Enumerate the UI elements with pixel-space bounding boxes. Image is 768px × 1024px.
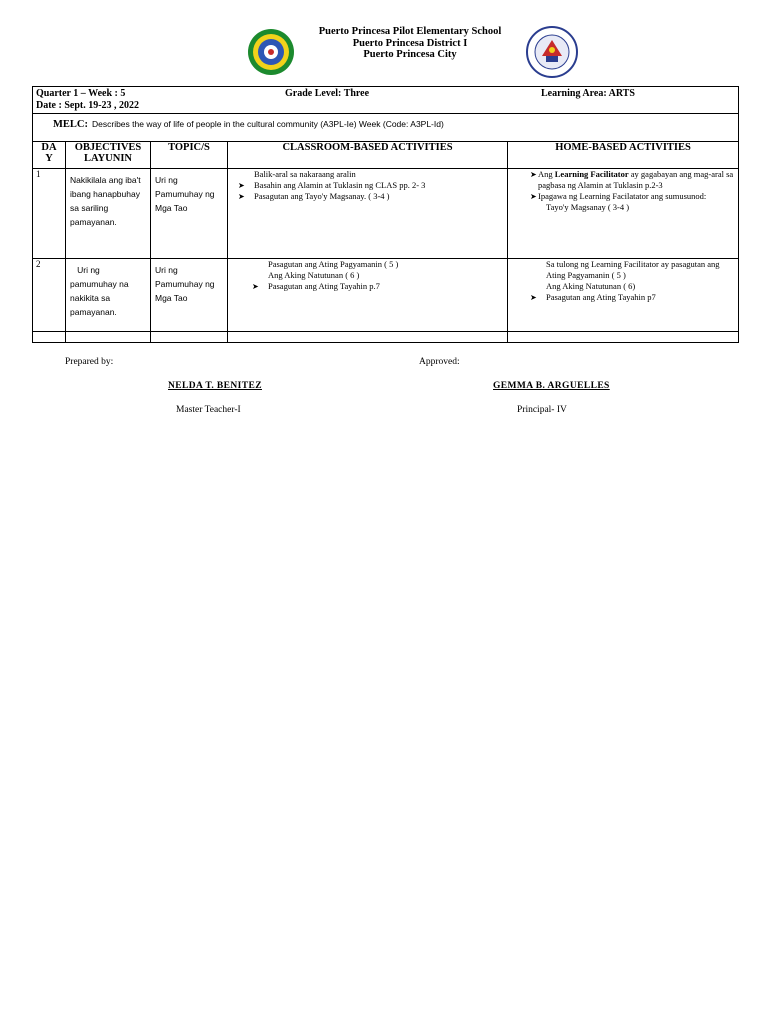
classroom-activities-cell — [228, 169, 508, 259]
arrow-bullet-icon: ➤ — [252, 282, 259, 291]
melc-text: Describes the way of life of people in the cultural community (A3PL-Ie) Week (Code: A3PL-Id) — [92, 119, 444, 129]
day-number: 2 — [33, 259, 66, 332]
quarter-week: Quarter 1 – Week : 5 — [36, 88, 126, 99]
prepared-by-label: Prepared by: — [65, 357, 114, 367]
document-header — [0, 26, 768, 86]
activity-line: Ang Aking Natutunan ( 6 ) — [268, 270, 360, 280]
objective-cell: Uri ng pamumuhay na nakikita sa pamayanan. — [66, 259, 151, 332]
approved-label: Approved: — [419, 357, 460, 367]
melc-row — [33, 114, 739, 142]
list-item: ➤ Ipagawa ng Learning Facilatator ang sumusunod: — [530, 191, 707, 201]
list-item: ➤ Pasagutan ang Ating Tayahin p.7 — [252, 281, 380, 291]
table-row-empty — [33, 332, 739, 343]
date-range: Date : Sept. 19-23 , 2022 — [36, 100, 140, 111]
meta-row — [33, 87, 739, 114]
arrow-bullet-icon: ➤ — [530, 170, 537, 179]
melc-label: MELC: — [53, 119, 88, 130]
school-seal-logo — [247, 28, 295, 76]
district-name: Puerto Princesa District I — [352, 37, 468, 49]
list-item: ➤ Pasagutan ang Ating Tayahin p7 — [530, 292, 656, 302]
col-objectives: OBJECTIVES LAYUNIN — [66, 142, 151, 169]
arrow-bullet-icon: ➤ — [238, 192, 245, 201]
col-home: HOME-BASED ACTIVITIES — [508, 142, 739, 169]
prepared-title: Master Teacher-I — [176, 405, 241, 415]
list-item: ➤ Ang Learning Facilitator ay gagabayan ang mag-aral sa pagbasa ng Alamin at Tuklasin p.2-3 — [530, 169, 734, 190]
home-activities-cell — [508, 169, 739, 259]
day-number: 1 — [33, 169, 66, 259]
column-header-row — [33, 142, 739, 169]
approved-title: Principal- IV — [517, 405, 567, 415]
weekly-plan-table — [32, 86, 739, 343]
prepared-name: NELDA T. BENITEZ — [168, 381, 262, 391]
arrow-bullet-icon: ➤ — [530, 293, 537, 302]
school-name: Puerto Princesa Pilot Elementary School — [318, 26, 502, 37]
table-row — [33, 259, 739, 332]
list-item: ➤ Pasagutan ang Tayo'y Magsanay. ( 3-4 ) — [238, 191, 390, 201]
arrow-bullet-icon: ➤ — [530, 192, 537, 201]
activity-line: Sa tulong ng Learning Facilitator ay pasagutan ang Ating Pagyamanin ( 5 ) — [546, 259, 720, 280]
list-item: ➤ Basahin ang Alamin at Tuklasin ng CLAS pp. 2- 3 — [238, 180, 426, 190]
topic-cell: Uri ng Pamumuhay ng Mga Tao — [151, 169, 228, 259]
classroom-activities-cell — [228, 259, 508, 332]
deped-seal-logo — [526, 26, 578, 78]
city-name: Puerto Princesa City — [363, 49, 457, 60]
table-row — [33, 169, 739, 259]
activity-line: Balik-aral sa nakaraang aralin — [254, 169, 356, 179]
activity-line: Pasagutan ang Ating Pagyamanin ( 5 ) — [268, 259, 399, 269]
home-activities-cell — [508, 259, 739, 332]
grade-level: Grade Level: Three — [285, 88, 370, 99]
topic-cell: Uri ng Pamumuhay ng Mga Tao — [151, 259, 228, 332]
col-topics: TOPIC/S — [151, 142, 228, 169]
approved-name: GEMMA B. ARGUELLES — [493, 381, 610, 391]
learning-area: Learning Area: ARTS — [541, 88, 635, 99]
col-classroom: CLASSROOM-BASED ACTIVITIES — [228, 142, 508, 169]
arrow-bullet-icon: ➤ — [238, 181, 245, 190]
objective-cell: Nakikilala ang iba't ibang hanapbuhay sa sariling pamayanan. — [66, 169, 151, 259]
col-day: DA Y — [33, 142, 66, 169]
activity-line: Ang Aking Natutunan ( 6) — [546, 281, 636, 291]
activity-line: Tayo'y Magsanay ( 3-4 ) — [546, 202, 630, 212]
